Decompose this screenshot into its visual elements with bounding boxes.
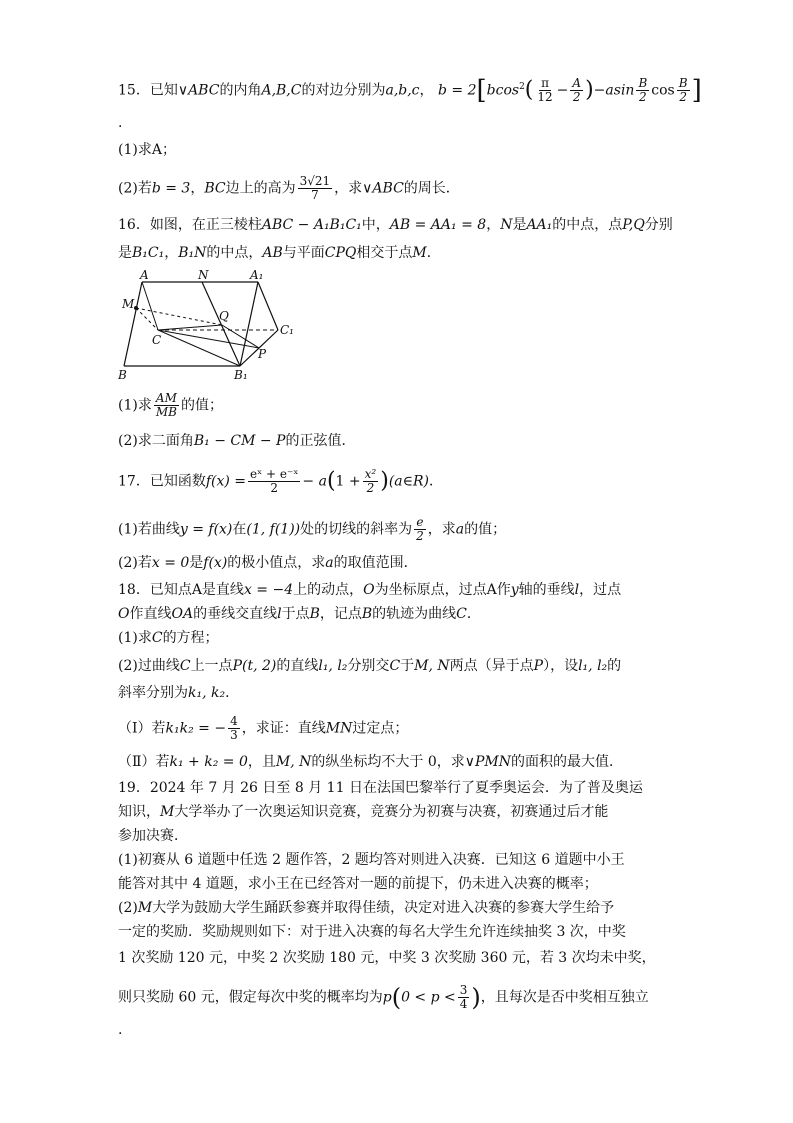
t: 的中点，: [206, 245, 263, 261]
t: 的中点，点: [552, 217, 623, 233]
t: ．: [429, 473, 443, 490]
edge-c-q: [158, 325, 222, 330]
edge-a-c: [142, 282, 158, 330]
t: 在: [232, 521, 247, 538]
t: 的纵坐标均不大于 0，求: [311, 754, 465, 770]
c: C: [179, 658, 191, 674]
point-m: [134, 306, 138, 310]
l1l2: l₁, l₂: [318, 658, 348, 674]
angles-abc: A,B,C: [261, 82, 302, 99]
e-half: [414, 516, 426, 543]
am: AM: [155, 391, 177, 405]
frac-b2-num: B: [678, 76, 688, 91]
x2: x²: [364, 467, 377, 481]
pq: P,Q: [622, 217, 645, 233]
t: 于: [400, 658, 415, 674]
edge-a1-c1: [258, 282, 278, 330]
p: p: [382, 989, 392, 1006]
minus-four-thirds: [228, 715, 240, 742]
edge-n-b1: [202, 282, 240, 366]
exp-den: 2: [270, 481, 279, 495]
triangle-abc: ∨ABC: [177, 82, 220, 99]
t: 则只奖励 60 元，假定每次中奖的概率均为: [118, 989, 383, 1006]
frac-b2-den: 2: [679, 90, 687, 105]
t4: ，求: [334, 180, 363, 197]
label-a1: A₁: [250, 270, 264, 282]
label-m: M: [122, 297, 135, 311]
frac-b-num: B: [638, 76, 648, 91]
m: M: [137, 900, 153, 916]
m: M: [160, 804, 175, 820]
asin: asin: [605, 82, 635, 99]
sup-2: 2: [519, 82, 525, 92]
q17-part1: [118, 516, 506, 543]
minus-a: − a: [302, 473, 327, 490]
a2: a: [325, 555, 334, 571]
o: O: [363, 582, 375, 598]
frac-a-num: A: [572, 76, 582, 91]
q15-comma: ，: [419, 82, 434, 99]
t: 的垂线交直线: [193, 606, 278, 622]
t: 中，: [361, 217, 390, 233]
t: (2)求二面角: [118, 433, 194, 449]
t: 处的切线的斜率为: [300, 521, 413, 538]
pi: π: [541, 76, 549, 91]
c: C: [389, 658, 401, 674]
t: ，: [486, 217, 501, 233]
q17-part2: [118, 553, 418, 573]
q18-sub-i: [118, 715, 408, 742]
t: 的极小值点，求: [227, 555, 326, 571]
t: 于点: [281, 606, 310, 622]
q16-stem-1: [118, 215, 673, 235]
t: 两点（异于点: [449, 658, 534, 674]
k-sum: k₁ + k₂ = 0: [169, 754, 248, 770]
t: 大学举办了一次奥运知识竞赛，竞赛分为初赛与决赛，初赛通过后才能: [174, 804, 609, 820]
oa: OA: [171, 606, 194, 622]
ab-eq: AB = AA₁ = 8: [389, 217, 487, 233]
cos: cos: [651, 82, 675, 99]
t: ），设: [543, 658, 579, 674]
b-equals: b = 2: [437, 82, 477, 99]
t: (1)求: [118, 397, 152, 414]
m: M: [412, 245, 427, 261]
four: 4: [459, 997, 468, 1011]
t: ，且每次是否中奖相互独立: [480, 989, 649, 1006]
one-plus: 1 +: [335, 473, 361, 490]
t: 的值；: [180, 397, 223, 414]
n: N: [500, 217, 513, 233]
label-p: P: [258, 347, 267, 361]
l: l: [277, 606, 282, 622]
k1k2-eq: k₁k₂ = −: [165, 720, 227, 737]
q19-line-4: (1)初赛从 6 道题中任选 2 题作答，2 题均答对则进入决赛．已知这 6 道题中小王: [118, 852, 625, 868]
p: P: [533, 658, 544, 674]
t: 的面积的最大值．: [511, 754, 624, 770]
t: (1)求: [118, 630, 152, 646]
t2: ，: [190, 180, 205, 197]
label-n: N: [198, 270, 209, 282]
t: 知识，: [118, 804, 160, 820]
y: y: [510, 582, 519, 598]
q19-line-2: [118, 802, 608, 822]
exp-num: eˣ + e⁻ˣ: [250, 467, 299, 481]
q19-line-10: .: [118, 1022, 123, 1038]
label-a: A: [140, 270, 149, 282]
q18-stem-1: [118, 580, 621, 600]
t: 相交于点: [356, 245, 413, 261]
point: (1, f(1)): [246, 521, 301, 538]
twelve: 12: [537, 90, 553, 105]
t: 18．已知点A是直线: [118, 582, 244, 598]
q19-line-8: 1 次奖励 120 元，中奖 2 次奖励 180 元，中奖 3 次奖励 360 元，若 3 次均未中奖，: [118, 950, 656, 966]
q15-part1: (1)求A；: [118, 142, 176, 158]
t: 的: [607, 658, 622, 674]
l: l: [574, 582, 580, 598]
q15-text-3: 的对边分别为: [301, 82, 386, 99]
two: 2: [416, 529, 424, 543]
t: 的值；: [464, 521, 507, 538]
q16-stem-2: [118, 243, 441, 263]
c: C: [456, 606, 467, 622]
e: e: [416, 515, 424, 529]
fx2: f(x): [203, 555, 228, 571]
t: 的方程；: [162, 630, 219, 646]
k1k2: k₁, k₂: [188, 685, 226, 701]
three-quarters: [458, 984, 470, 1011]
a: a: [455, 521, 465, 538]
o: O: [118, 606, 130, 622]
q18-stem-2: [118, 604, 481, 624]
b1n: B₁N: [178, 245, 207, 261]
sides-abc: a,b,c: [385, 82, 420, 99]
ineq: 0 < p <: [401, 989, 456, 1006]
mb: MB: [155, 405, 177, 419]
label-b: B: [118, 368, 127, 382]
t3: 边上的高为: [225, 180, 296, 197]
exp-fraction: [248, 468, 300, 495]
t: 为坐标原点，过点A作: [374, 582, 511, 598]
t: 分别交: [347, 658, 390, 674]
t: 上一点: [190, 658, 233, 674]
h-den: 7: [311, 188, 319, 202]
lp: (: [391, 983, 402, 1012]
q16-part2: [118, 431, 355, 451]
fx: f(x) =: [205, 473, 247, 490]
t: (2)若: [118, 555, 152, 571]
t: ，求: [427, 521, 456, 538]
cpq: CPQ: [324, 245, 357, 261]
t: (2)过曲线: [118, 658, 180, 674]
four: 4: [230, 714, 238, 728]
q19-line-7: 一定的奖励．奖励规则如下：对于进入决赛的每名大学生允许连续抽奖 3 次，中奖: [118, 924, 626, 940]
b: B: [309, 606, 320, 622]
mn: M, N: [275, 754, 312, 770]
p-t-2: P(t, 2): [232, 658, 277, 674]
t: 上的动点，: [293, 582, 364, 598]
x2-den: 2: [366, 481, 375, 495]
t: 大学为鼓励大学生踊跃参赛并取得佳绩，决定对进入决赛的参赛大学生给予: [152, 900, 615, 916]
t: (2)若: [118, 180, 152, 197]
t5: 的周长．: [403, 180, 460, 197]
q19-line-9: [118, 984, 649, 1011]
prism: ABC − A₁B₁C₁: [261, 217, 362, 233]
frac-a-den: 2: [572, 90, 581, 105]
t: （Ⅰ）若: [118, 720, 166, 737]
three: 3: [230, 728, 238, 742]
label-q: Q: [219, 309, 229, 323]
t: （Ⅱ）若: [118, 754, 170, 770]
edge-m-q: [136, 308, 222, 325]
t: ．: [426, 245, 441, 261]
mn: M, N: [414, 658, 450, 674]
right-bracket: ]: [691, 75, 702, 106]
q15-stem: 15．已知∨ABC的内角A,B,C的对边分别为a,b,c， b = 2[bcos$^2$( $\frac{\pi}{12}$ − $\frac{A}{2}$ )−asin $\frac{B}{2}$ cos $\frac{B}{2}$ ]: [118, 75, 702, 106]
b1c1: B₁C₁: [132, 245, 165, 261]
triangle-abc-2: ∨ABC: [362, 180, 404, 197]
t: ，记点: [319, 606, 362, 622]
mn: MN: [325, 720, 353, 737]
q15-part2: [118, 175, 460, 202]
q15-dot: .: [118, 115, 123, 131]
c: C: [151, 630, 163, 646]
left-paren: (: [524, 77, 534, 103]
t: ．: [225, 685, 240, 701]
edge-a1-b1: [240, 282, 258, 366]
label-c: C: [152, 333, 162, 347]
q15-text: 15．已知: [118, 82, 178, 99]
rp: ): [471, 983, 481, 1012]
t: 16．如图，在正三棱柱: [118, 217, 262, 233]
t: 是: [189, 555, 204, 571]
t: ，: [164, 245, 179, 261]
a-in-r: (a∈R): [388, 473, 429, 490]
edge-c-b1: [158, 330, 240, 366]
t: ，且: [247, 754, 276, 770]
b-equals-3: b = 3: [151, 180, 191, 197]
q19-line-5: 能答对其中 4 道题，求小王在已经答对一题的前提下，仍未进入决赛的概率；: [118, 876, 598, 892]
dihedral: B₁ − CM − P: [193, 433, 286, 449]
edge-a-b: [124, 282, 142, 366]
am-mb-fraction: [154, 392, 179, 419]
q19-line-1: 19．2024 年 7 月 26 日至 8 月 11 日在法国巴黎举行了夏季奥运会．为了普及奥运: [118, 780, 643, 796]
prism-figure: [118, 270, 318, 382]
bc: BC: [204, 180, 226, 197]
q18-part2-1: [118, 656, 621, 676]
t: 分别: [644, 217, 673, 233]
t: ，过点: [579, 582, 622, 598]
t: 是: [118, 245, 132, 261]
t: 的轨迹为曲线: [372, 606, 457, 622]
h-num: 3√21: [299, 174, 331, 188]
q15-text-2: 的内角: [219, 82, 262, 99]
t: (1)若曲线: [118, 521, 180, 538]
l1l2b: l₁, l₂: [578, 658, 608, 674]
x0: x = 0: [151, 555, 190, 571]
right-paren: ): [585, 77, 594, 103]
frac-pi-12: [535, 77, 554, 104]
x2-fraction: [363, 468, 379, 495]
t: 轴的垂线: [518, 582, 575, 598]
rp: ): [380, 468, 389, 494]
frac-b-2a: [636, 77, 649, 104]
q18-part2-2: [118, 683, 239, 703]
left-bracket: [: [476, 75, 487, 106]
q16-part1: [118, 392, 223, 419]
q18-sub-ii: [118, 752, 623, 772]
line-x: x = −4: [243, 582, 294, 598]
t: 的取值范围．: [333, 555, 418, 571]
label-b1: B₁: [234, 368, 248, 382]
t: 是: [512, 217, 527, 233]
t: 与平面: [282, 245, 325, 261]
frac-b-den: 2: [639, 90, 647, 105]
height-fraction: [298, 175, 333, 202]
lp: (: [326, 468, 336, 494]
q19-line-6: [118, 898, 614, 918]
q18-part1: [118, 628, 219, 648]
b: B: [361, 606, 373, 622]
t: 过定点；: [352, 720, 409, 737]
frac-a-2: [570, 77, 583, 104]
label-c1: C₁: [280, 323, 294, 337]
t: 17．已知函数: [118, 473, 206, 490]
frac-b-2b: [677, 77, 690, 104]
t: 的正弦值．: [285, 433, 356, 449]
pmn: ∨PMN: [464, 754, 512, 770]
y-fx: y = f(x): [179, 521, 233, 538]
q17-stem: [118, 468, 443, 495]
t: ，求证：直线: [241, 720, 326, 737]
bcos: bcos: [486, 82, 520, 99]
t: 作直线: [129, 606, 172, 622]
t: 的直线: [276, 658, 319, 674]
ab: AB: [262, 245, 283, 261]
t: (2): [118, 900, 138, 916]
t: ．: [466, 606, 481, 622]
t: 斜率分别为: [118, 685, 188, 701]
three: 3: [459, 983, 468, 997]
aa1: AA₁: [526, 217, 553, 233]
q19-line-3: 参加决赛．: [118, 828, 188, 844]
